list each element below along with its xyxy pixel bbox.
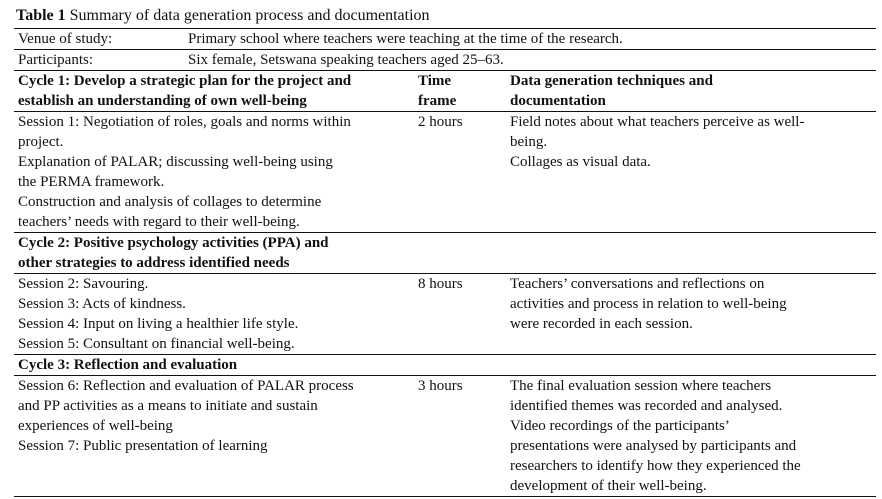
cycle1-data: Field notes about what teachers perceive as well- being. Collages as visual data. — [506, 112, 876, 233]
venue-row — [14, 29, 876, 50]
time-frame-header: Time frame — [414, 71, 506, 112]
table-label: Table 1 — [16, 7, 66, 24]
cycle2-data: Teachers’ conversations and reflections on activities and process in relation to well-being were recorded in each session. — [506, 274, 876, 355]
cycle3-activities: Session 6: Reflection and evaluation of PALAR process and PP activities as a means to initiate and sustain experiences of well-being Session 7: Public presentation of learning — [14, 376, 414, 497]
cycle2-title: Cycle 2: Positive psychology activities (PPA) and other strategies to address identified needs — [14, 233, 414, 274]
table-title: Summary of data generation process and documentation — [69, 7, 430, 24]
cycle3-title: Cycle 3: Reflection and evaluation — [14, 355, 414, 376]
cycle3-time: 3 hours — [414, 376, 506, 497]
cycle2-header-row — [14, 233, 876, 274]
participants-label: Participants: — [14, 50, 414, 71]
table-figure — [2, 0, 880, 497]
summary-table — [14, 28, 876, 497]
cycle1-activities: Session 1: Negotiation of roles, goals and norms within project. Explanation of PALAR; discussing well-being using the PERMA framework. Construction and analysis of collages to determine teachers’ needs with regard to their well-being. — [14, 112, 414, 233]
cycle2-activities: Session 2: Savouring. Session 3: Acts of kindness. Session 4: Input on living a healthier life style. Session 5: Consultant on financial well-being. — [14, 274, 414, 355]
cycle2-content-row — [14, 274, 876, 355]
cycle3-data: The final evaluation session where teachers identified themes was recorded and analysed. Video recordings of the participants’ presentations were analysed by participants and researchers to identify how they experienced the development of their well-being. — [506, 376, 876, 497]
cycle1-time: 2 hours — [414, 112, 506, 233]
data-techniques-header: Data generation techniques and documentation — [506, 71, 876, 112]
cycle3-content-row — [14, 376, 876, 497]
cycle1-header-row — [14, 71, 876, 112]
cycle2-time: 8 hours — [414, 274, 506, 355]
venue-label: Venue of study: — [14, 29, 414, 50]
participants-row — [14, 50, 876, 71]
participants-value: Six female, Setswana speaking teachers aged 25–63. — [188, 52, 504, 68]
venue-value: Primary school where teachers were teaching at the time of the research. — [188, 31, 623, 47]
cycle3-header-row — [14, 355, 876, 376]
table-caption — [2, 6, 880, 28]
cycle1-content-row — [14, 112, 876, 233]
cycle1-title: Cycle 1: Develop a strategic plan for the project and establish an understanding of own well-being — [14, 71, 414, 112]
